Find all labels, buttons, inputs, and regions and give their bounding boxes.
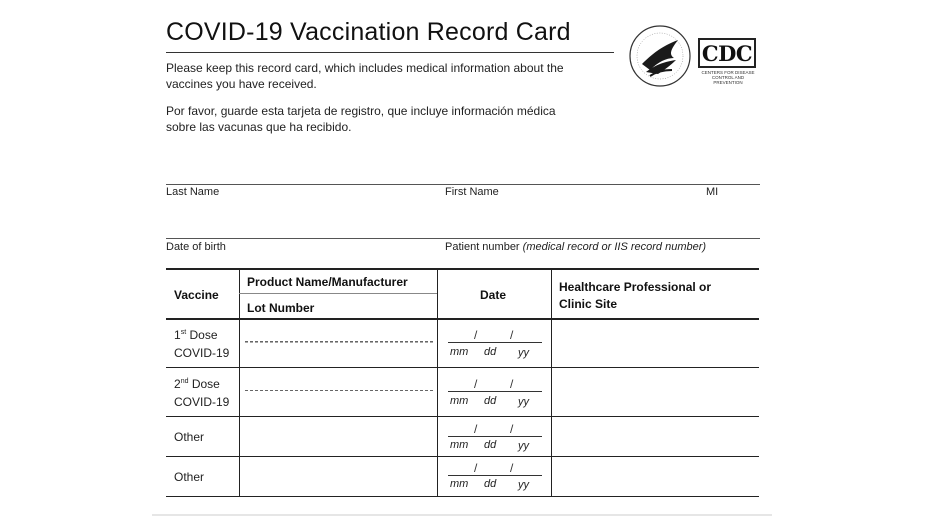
intro-spanish: Por favor, guarde esta tarjeta de registro, que incluye información médica sobre las vacunas que ha recibido. — [166, 104, 556, 134]
date-dd: dd — [484, 478, 497, 490]
row-1-dose — [174, 328, 218, 342]
date-dd: dd — [484, 439, 497, 451]
dob-label: Date of birth — [166, 241, 226, 253]
row-1-dose-text: Dose — [189, 328, 218, 342]
table-top-border — [166, 268, 759, 270]
row-3-label: Other — [174, 430, 205, 444]
date-yy: yy — [518, 347, 529, 359]
date-mm: mm — [450, 346, 469, 358]
date-slash: / — [474, 377, 478, 391]
first-name-label: First Name — [445, 186, 499, 198]
date-slash: / — [510, 422, 514, 436]
row-1-product-dotted-line-2 — [245, 342, 433, 343]
header-date: Date — [480, 288, 507, 302]
last-name-label: Last Name — [166, 186, 220, 198]
header-vaccine: Vaccine — [174, 288, 219, 302]
header-lot: Lot Number — [247, 301, 315, 315]
row-1-ordinal-suffix: st — [180, 329, 187, 336]
col-2-border — [437, 268, 438, 497]
card-title: COVID-19 Vaccination Record Card — [166, 18, 571, 46]
date-yy: yy — [518, 440, 529, 452]
row-2-vaccine: COVID-19 — [174, 395, 230, 409]
vaccine-table — [166, 268, 759, 497]
header-bottom-border — [166, 318, 759, 320]
date-mm: mm — [450, 478, 469, 490]
row-1-ordinal: 1 — [174, 328, 181, 342]
mi-label: MI — [706, 186, 719, 198]
row-2-border — [166, 416, 759, 417]
row-1-vaccine: COVID-19 — [174, 346, 230, 360]
date-line — [448, 475, 542, 476]
date-slash: / — [474, 461, 478, 475]
date-slash: / — [510, 377, 514, 391]
row-2-dose — [174, 377, 220, 391]
date-mm: mm — [450, 395, 469, 407]
cdc-logo-subtext: CENTERS FOR DISEASE CONTROL AND PREVENTION — [701, 70, 755, 85]
date-dd: dd — [484, 395, 497, 407]
row-2-ordinal-suffix: nd — [180, 378, 189, 385]
header-product: Product Name/Manufacturer — [247, 275, 408, 289]
date-line — [448, 391, 542, 392]
patient-number-note: (medical record or IIS record number) — [522, 241, 707, 253]
hhs-seal-icon — [628, 24, 692, 88]
date-slash: / — [474, 328, 478, 342]
date-yy: yy — [518, 396, 529, 408]
cdc-logo-text: CDC — [701, 40, 753, 66]
col-3-border — [551, 268, 552, 497]
row-3-border — [166, 456, 759, 457]
table-bottom-border — [166, 496, 759, 497]
date-line — [448, 436, 542, 437]
row-2-ordinal: 2 — [174, 377, 181, 391]
name-rule — [166, 184, 760, 185]
intro-english: Please keep this record card, which includes medical information about the vaccines you have received. — [166, 61, 564, 91]
date-slash: / — [510, 328, 514, 342]
card-bottom-edge — [152, 514, 772, 516]
cdc-logo-box — [698, 38, 756, 68]
title-underline — [166, 52, 614, 53]
header-product-divider — [239, 293, 437, 294]
date-slash: / — [474, 422, 478, 436]
patient-number-text: Patient number — [445, 241, 520, 253]
dob-rule — [166, 238, 760, 239]
row-2-dose-text: Dose — [191, 377, 220, 391]
patient-number-label — [445, 241, 706, 253]
col-1-border — [239, 268, 240, 497]
row-2-product-dotted-line — [245, 390, 433, 391]
date-slash: / — [510, 461, 514, 475]
date-mm: mm — [450, 439, 469, 451]
row-1-border — [166, 367, 759, 368]
header-site: Healthcare Professional or Clinic Site — [559, 280, 712, 311]
date-dd: dd — [484, 346, 497, 358]
date-yy: yy — [518, 479, 529, 491]
date-line — [448, 342, 542, 343]
row-4-label: Other — [174, 470, 205, 484]
cdc-logo — [698, 38, 758, 84]
